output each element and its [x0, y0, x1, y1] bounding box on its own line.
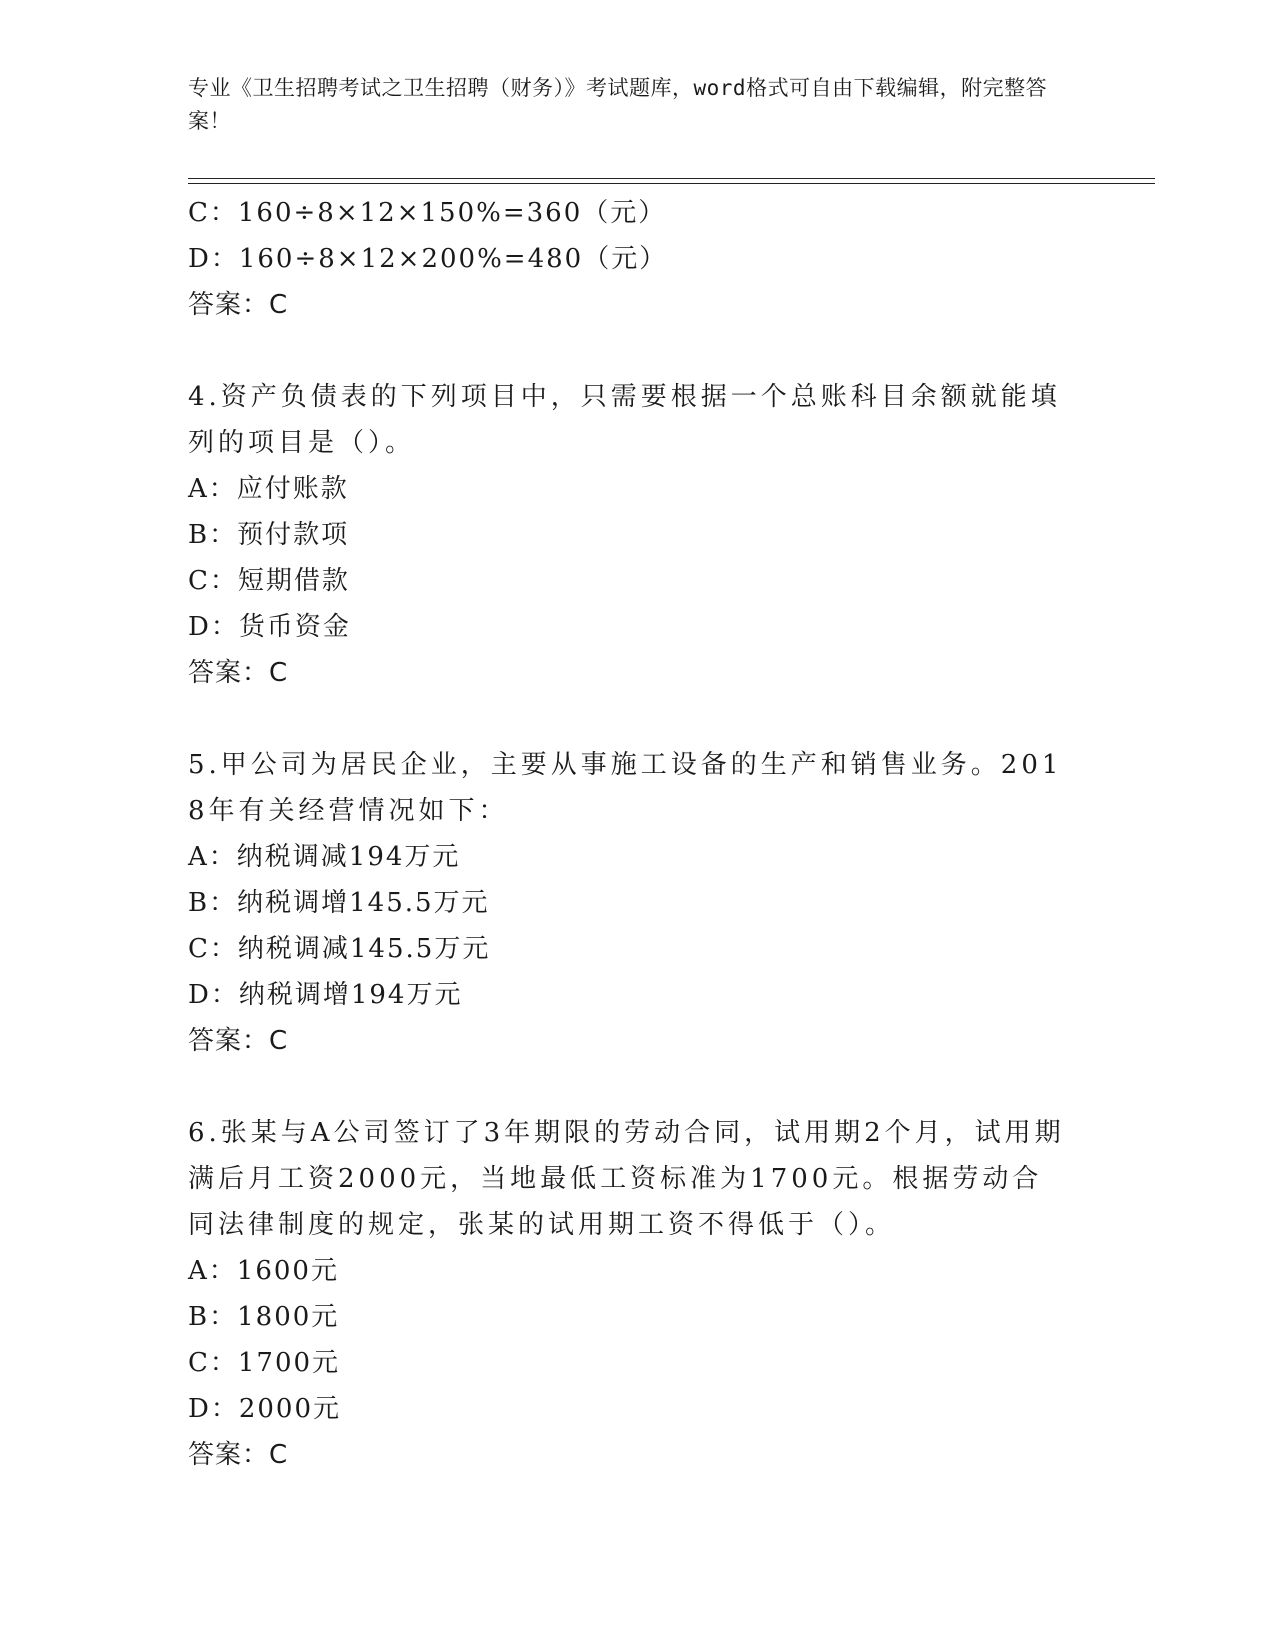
option-a: A：1600元 [188, 1256, 339, 1286]
answer-line: 答案：C [188, 1440, 289, 1470]
option-d: D：纳税调增194万元 [188, 980, 463, 1010]
spacer [188, 696, 1068, 742]
spacer [188, 328, 1068, 374]
answer-line: 答案：C [188, 290, 289, 320]
question-3-tail [188, 190, 1068, 328]
header-rule-bottom [188, 183, 1155, 184]
header-rule-top [188, 178, 1155, 179]
option-a: A：纳税调减194万元 [188, 842, 461, 872]
answer-line: 答案：C [188, 658, 289, 688]
option-c: C：1700元 [188, 1348, 341, 1378]
option-d: D：2000元 [188, 1394, 342, 1424]
option-a: A：应付账款 [188, 474, 349, 504]
option-c: C：160÷8×12×150%=360（元） [188, 198, 667, 228]
spacer [188, 1064, 1068, 1110]
question-list [188, 190, 1068, 1478]
option-b: B：1800元 [188, 1302, 340, 1332]
option-b: B：纳税调增145.5万元 [188, 888, 490, 918]
option-b: B：预付款项 [188, 520, 350, 550]
option-c: C：纳税调减145.5万元 [188, 934, 491, 964]
question-6 [188, 1110, 1068, 1478]
option-d: D：160÷8×12×200%=480（元） [188, 244, 668, 274]
option-c: C：短期借款 [188, 566, 350, 596]
answer-line: 答案：C [188, 1026, 289, 1056]
question-stem: 4.资产负债表的下列项目中，只需要根据一个总账科目余额就能填列的项目是（）。 [188, 382, 1061, 458]
question-5 [188, 742, 1068, 1064]
option-d: D：货币资金 [188, 612, 351, 642]
document-header: 专业《卫生招聘考试之卫生招聘（财务）》考试题库，word格式可自由下载编辑，附完整答案！ [188, 76, 1048, 133]
question-stem: 5.甲公司为居民企业，主要从事施工设备的生产和销售业务。2018年有关经营情况如下： [188, 750, 1063, 826]
question-stem: 6.张某与A公司签订了3年期限的劳动合同，试用期2个月，试用期满后月工资2000元，当地最低工资标准为1700元。根据劳动合同法律制度的规定，张某的试用期工资不得低于（）。 [188, 1118, 1065, 1240]
question-4 [188, 374, 1068, 696]
